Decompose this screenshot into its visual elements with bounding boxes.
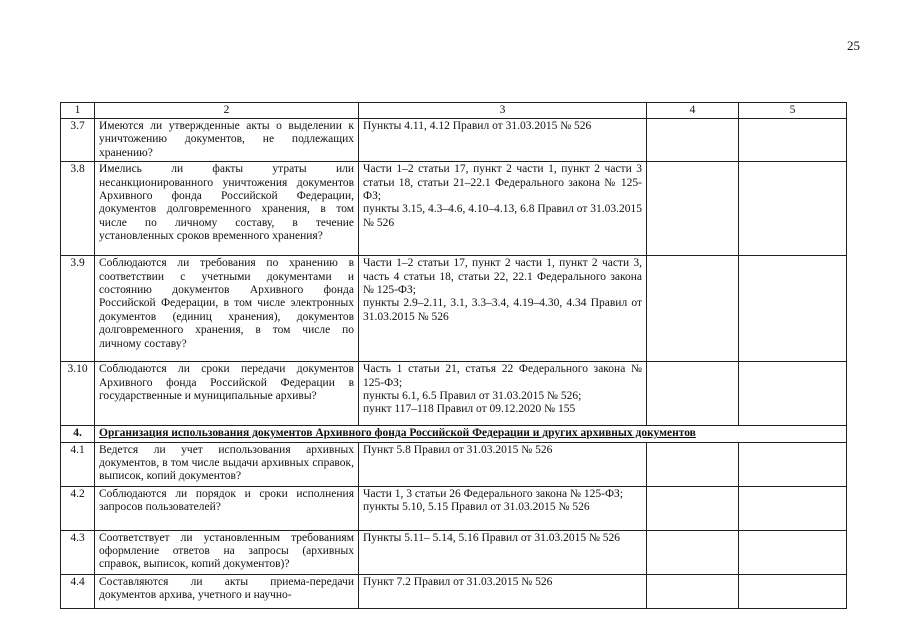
answer-cell-4 — [647, 256, 739, 362]
answer-cell-4 — [647, 530, 739, 574]
answer-cell-4 — [647, 162, 739, 256]
row-number: 4.1 — [61, 442, 95, 486]
row-number: 3.7 — [61, 119, 95, 162]
reference-line: пункт 117–118 Правил от 09.12.2020 № 155 — [363, 403, 576, 416]
reference-line: Части 1–2 статьи 17, пункт 2 части 1, пункт 2 части 3 статьи 18, статьи 21–22.1 Федерального закона № 125-ФЗ; — [363, 163, 642, 203]
table-row — [61, 486, 847, 530]
reference-cell — [359, 574, 647, 608]
table-row — [61, 256, 847, 362]
answer-cell-5 — [739, 574, 847, 608]
section-number: 4. — [61, 426, 95, 442]
checklist-table — [60, 102, 847, 609]
question-cell: Соблюдаются ли сроки передачи документов Архивного фонда Российской Федерации в государственные и муниципальные архивы? — [95, 362, 359, 426]
question-cell: Имелись ли факты утраты или несанкционированного уничтожения документов Архивного фонда Российской Федерации, документов долговременного хранения, в том числе по личному составу, в течение установленных сроков временного хранения? — [95, 162, 359, 256]
answer-cell-5 — [739, 530, 847, 574]
table-row — [61, 574, 847, 608]
reference-line: Часть 1 статьи 21, статья 22 Федерального закона № 125-ФЗ; — [363, 363, 642, 389]
reference-line: Пункт 7.2 Правил от 31.03.2015 № 526 — [363, 575, 553, 588]
table-row — [61, 362, 847, 426]
reference-cell — [359, 442, 647, 486]
header-cell-1: 1 — [61, 103, 95, 119]
answer-cell-4 — [647, 362, 739, 426]
reference-line: пункты 2.9–2.11, 3.1, 3.3–3.4, 4.19–4.30, 4.34 Правил от 31.03.2015 № 526 — [363, 297, 642, 323]
answer-cell-4 — [647, 486, 739, 530]
section-row — [61, 426, 847, 442]
table-row — [61, 119, 847, 162]
row-number: 4.3 — [61, 530, 95, 574]
table-header-row — [61, 103, 847, 119]
answer-cell-5 — [739, 486, 847, 530]
row-number: 3.10 — [61, 362, 95, 426]
page-number: 25 — [847, 38, 860, 53]
reference-cell — [359, 362, 647, 426]
reference-line: Части 1, 3 статьи 26 Федерального закона № 125-ФЗ; — [363, 487, 624, 500]
table-row — [61, 442, 847, 486]
reference-cell — [359, 119, 647, 162]
answer-cell-5 — [739, 119, 847, 162]
answer-cell-4 — [647, 119, 739, 162]
reference-line: пункты 5.10, 5.15 Правил от 31.03.2015 № 526 — [363, 501, 590, 514]
question-cell: Соблюдаются ли требования по хранению в соответствии с учетными документами и состоянию документов Архивного фонда Российской Федерации, в том числе электронных документов (единиц хранения), документов долговременного хранения, в том числе по личному составу? — [95, 256, 359, 362]
row-number: 3.8 — [61, 162, 95, 256]
row-number: 3.9 — [61, 256, 95, 362]
reference-cell — [359, 162, 647, 256]
question-cell: Имеются ли утвержденные акты о выделении к уничтожению документов, не подлежащих хранению? — [95, 119, 359, 162]
reference-cell — [359, 486, 647, 530]
table-row — [61, 530, 847, 574]
header-cell-3: 3 — [359, 103, 647, 119]
reference-cell — [359, 530, 647, 574]
answer-cell-4 — [647, 574, 739, 608]
reference-line: Пункты 5.11– 5.14, 5.16 Правил от 31.03.2015 № 526 — [363, 531, 621, 544]
answer-cell-4 — [647, 442, 739, 486]
reference-cell — [359, 256, 647, 362]
answer-cell-5 — [739, 256, 847, 362]
section-title: Организация использования документов Архивного фонда Российской Федерации и других архивных документов — [95, 426, 847, 442]
question-cell: Ведется ли учет использования архивных документов, в том числе выдачи архивных справок, выписок, копий документов? — [95, 442, 359, 486]
reference-line: Пункты 4.11, 4.12 Правил от 31.03.2015 № 526 — [363, 120, 592, 132]
header-cell-5: 5 — [739, 103, 847, 119]
answer-cell-5 — [739, 362, 847, 426]
header-cell-2: 2 — [95, 103, 359, 119]
reference-line: Пункт 5.8 Правил от 31.03.2015 № 526 — [363, 443, 553, 456]
question-cell: Соблюдаются ли порядок и сроки исполнения запросов пользователей? — [95, 486, 359, 530]
row-number: 4.2 — [61, 486, 95, 530]
header-cell-4: 4 — [647, 103, 739, 119]
reference-line: Части 1–2 статьи 17, пункт 2 части 1, пункт 2 части 3, часть 4 статьи 18, статьи 22, 22.1 Федерального закона № 125-ФЗ; — [363, 257, 642, 297]
row-number: 4.4 — [61, 574, 95, 608]
table-row — [61, 162, 847, 256]
reference-line: пункты 3.15, 4.3–4.6, 4.10–4.13, 6.8 Правил от 31.03.2015 № 526 — [363, 203, 642, 229]
question-cell: Составляются ли акты приема-передачи документов архива, учетного и научно- — [95, 574, 359, 608]
reference-line: пункты 6.1, 6.5 Правил от 31.03.2015 № 526; — [363, 390, 582, 403]
answer-cell-5 — [739, 442, 847, 486]
question-cell: Соответствует ли установленным требованиям оформление ответов на запросы (архивных справок, выписок, копий документов)? — [95, 530, 359, 574]
answer-cell-5 — [739, 162, 847, 256]
